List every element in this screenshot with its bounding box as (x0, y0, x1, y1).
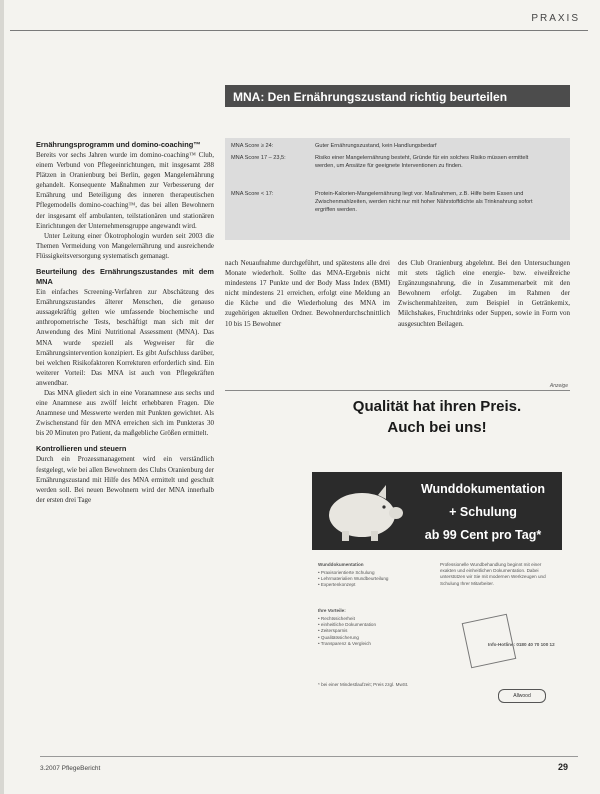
left-column (36, 140, 214, 505)
ad-headline-line: Auch bei uns! (387, 419, 487, 436)
middle-column (225, 258, 390, 329)
mna-info-box (225, 138, 570, 240)
paragraph: Das MNA gliedert sich in eine Voranamnese aus sechs und eine Anamnese aus zwölf leicht erhebbaren Fragen. Die Anamnese und Messwerte werden mit Punkten gewichtet. Als Zwischenstand für den MNA erreichen sich im Punkteras 30 bis 20 Minuten pro Patient, da maßgebliche Größen ermittelt. (36, 388, 214, 438)
ad-footnote: * bei einer Mindestlaufzeit; Preis zzgl. MwSt. (318, 682, 409, 687)
ad-col2-text: Professionelle Wundbehandlung beginnt mit einer exakten und einheitlichen Dokumentation. Dabei unterstützen wir Sie mit modernen Werkzeugen und Schulung Ihrer Mitarbeiter. (440, 562, 546, 586)
ad-headline-line: Qualität hat ihren Preis. (352, 398, 522, 415)
right-column (398, 258, 570, 329)
ad-col1-items (318, 570, 428, 589)
ad-list-item: • Transparenz & Vergleich (318, 640, 371, 646)
paragraph: Bereits vor sechs Jahren wurde im domino-coaching™ Club, einem Verbund von Pflegeeinrichtungen, mit insgesamt 288 Plätzen in Oranienburg bei Berlin, gegen Mangelernährung gehandelt. Konsequente Maßnahmen zur Verbesserung der Ernährung und Beteiligung des inneren therapeutischen Pflegemodells domino-coaching™, das bei allen Bewohnern der insgesamt elf ambulanten, teilstationären und stationären Einrichtungen der Unternehmensgruppe angewandt wird. (36, 151, 214, 230)
footer-rule (40, 756, 578, 757)
mna-desc: Risiko einer Mangelernährung besteht, Gründe für ein solches Risiko müssen ermittelt werden, um Ansätze für geeignete Interventionen zu finden. (315, 155, 529, 169)
ad-item: • Expertenkonzept (318, 582, 356, 588)
paragraph: des Club Oranienburg abgelehnt. Bei den Untersuchungen mit stets täglich eine energie- bzw. eiweißreiche Ergänzungsnahrung, die in Zusammenarbeit mit den Bewohnern erfolgt. Zugaben im Rahmen der Zwischenmahlzeiten, zum Beispiel in Getränkemix, Milchshakes, Fruchtdrinks oder Suppen, sowie in Form von ausgesuchten Beilagen. (398, 259, 570, 328)
mna-score: MNA Score 17 – 23,5: (231, 155, 286, 161)
mna-score: MNA Score < 17: (231, 191, 274, 197)
ad-col1-title: Wunddokumentation (318, 562, 364, 567)
ad-label: Anzeige (549, 383, 568, 389)
ad-list-item: • Rechtssicherheit (318, 616, 355, 621)
ad-item: • Lehrmaterialien Wundbeurteilung (318, 576, 389, 582)
ad-rule (225, 390, 570, 391)
mna-desc: Guter Ernährungszustand, kein Handlungsbedarf (315, 143, 437, 149)
ad-banner-line: ab 99 Cent pro Tag* (424, 528, 542, 542)
ad-list-item: • einheitliche Dokumentation (318, 622, 377, 628)
ad-list (318, 616, 428, 647)
page-edge-shadow (0, 0, 4, 794)
ad-list-item: • Qualitätssicherung (318, 634, 359, 640)
heading-nutrition-program: Ernährungsprogramm und domino-coaching™ (36, 140, 201, 149)
heading-assessment: Beurteilung des Ernährungszustandes mit dem MNA (36, 267, 214, 287)
paragraph: Ein einfaches Screening-Verfahren zur Abschätzung des Ernährungszustandes älterer Menschen, die genauso aussagekräftig gelten wie umfassende biochemische und anthropometrische Tests, beschäftigt man sich mit der Anwendung des Mini Nutritional Assessment (MNA). Das MNA wurde speziell als Wegweiser für die Ernährungsintervention konzipiert. Es gibt Aufschluss darüber, bei welchen Risikofaktoren Korrekturen erforderlich sind. Ein weiterer Vorteil: Das MNA ist auch von Pflegekräften anwendbar. (36, 288, 214, 387)
ad-contact: Info-Hotline: 0180 40 70 100 12 (488, 642, 555, 647)
mna-score: MNA Score ≥ 24: (231, 143, 274, 149)
section-label: PRAXIS (531, 13, 580, 24)
ad-list-item: • Zeitersparnis (318, 628, 348, 634)
ad-list-title: Ihre Vorteile: (318, 608, 346, 613)
ad-banner-line: Wunddokumentation (420, 482, 546, 496)
paragraph: nach Neuaufnahme durchgeführt, und spätestens alle drei Monate wiederholt. Sollte das MNA-Ergebnis nicht mindestens 17 Punkte und der Body Mass Index (BMI) nicht mindestens 21 erreichen, erfolgt eine Meldung an die Küche und die Wiederholung des MNA im zugehörigen aktuellen Ordner. Bewohnerdurchschnittlich 10 bis 15 Bewohner (225, 259, 390, 328)
box-title: MNA: Den Ernährungszustand richtig beurteilen (225, 85, 570, 107)
heading-control: Kontrollieren und steuern (36, 444, 127, 454)
header-rule (10, 30, 588, 31)
piggy-bank-image (316, 475, 406, 547)
ad-banner-text (408, 478, 558, 547)
ad-item: • Praxisorientierte Schulung (318, 570, 375, 575)
footer-issue: 3.2007 PflegeBericht (40, 765, 101, 772)
paragraph: Unter Leitung einer Ökotrophologin wurden seit 2003 die Themen Vermeidung von Mangelernährung und ausreichende Flüssigkeitsversorgung systematisch gemanagt. (36, 231, 214, 260)
ad-headline (312, 396, 562, 438)
mna-desc: Protein-Kalorien-Mangelernährung liegt vor. Maßnahmen, z.B. Hilfe beim Essen und Zwischenmahlzeiten, werden nicht nur mit hoher Nährstoffdichte als Trinknahrung sofort ergriffen werden. (315, 191, 533, 213)
paragraph: Durch ein Prozessmanagement wird ein verständlich festgelegt, wie bei allen Bewohnern des Clubs Oranienburg der Ernährungszustand mit Hilfe des MNA ermittelt und geschult werden soll. Bei neuen Bewohnern wird der MNA innerhalb der ersten drei Tage (36, 455, 214, 504)
ad-banner-line: + Schulung (449, 505, 517, 519)
page-number: 29 (557, 762, 568, 772)
ad-stamp-image (462, 614, 517, 669)
ad-logo: Allwood (498, 689, 546, 703)
